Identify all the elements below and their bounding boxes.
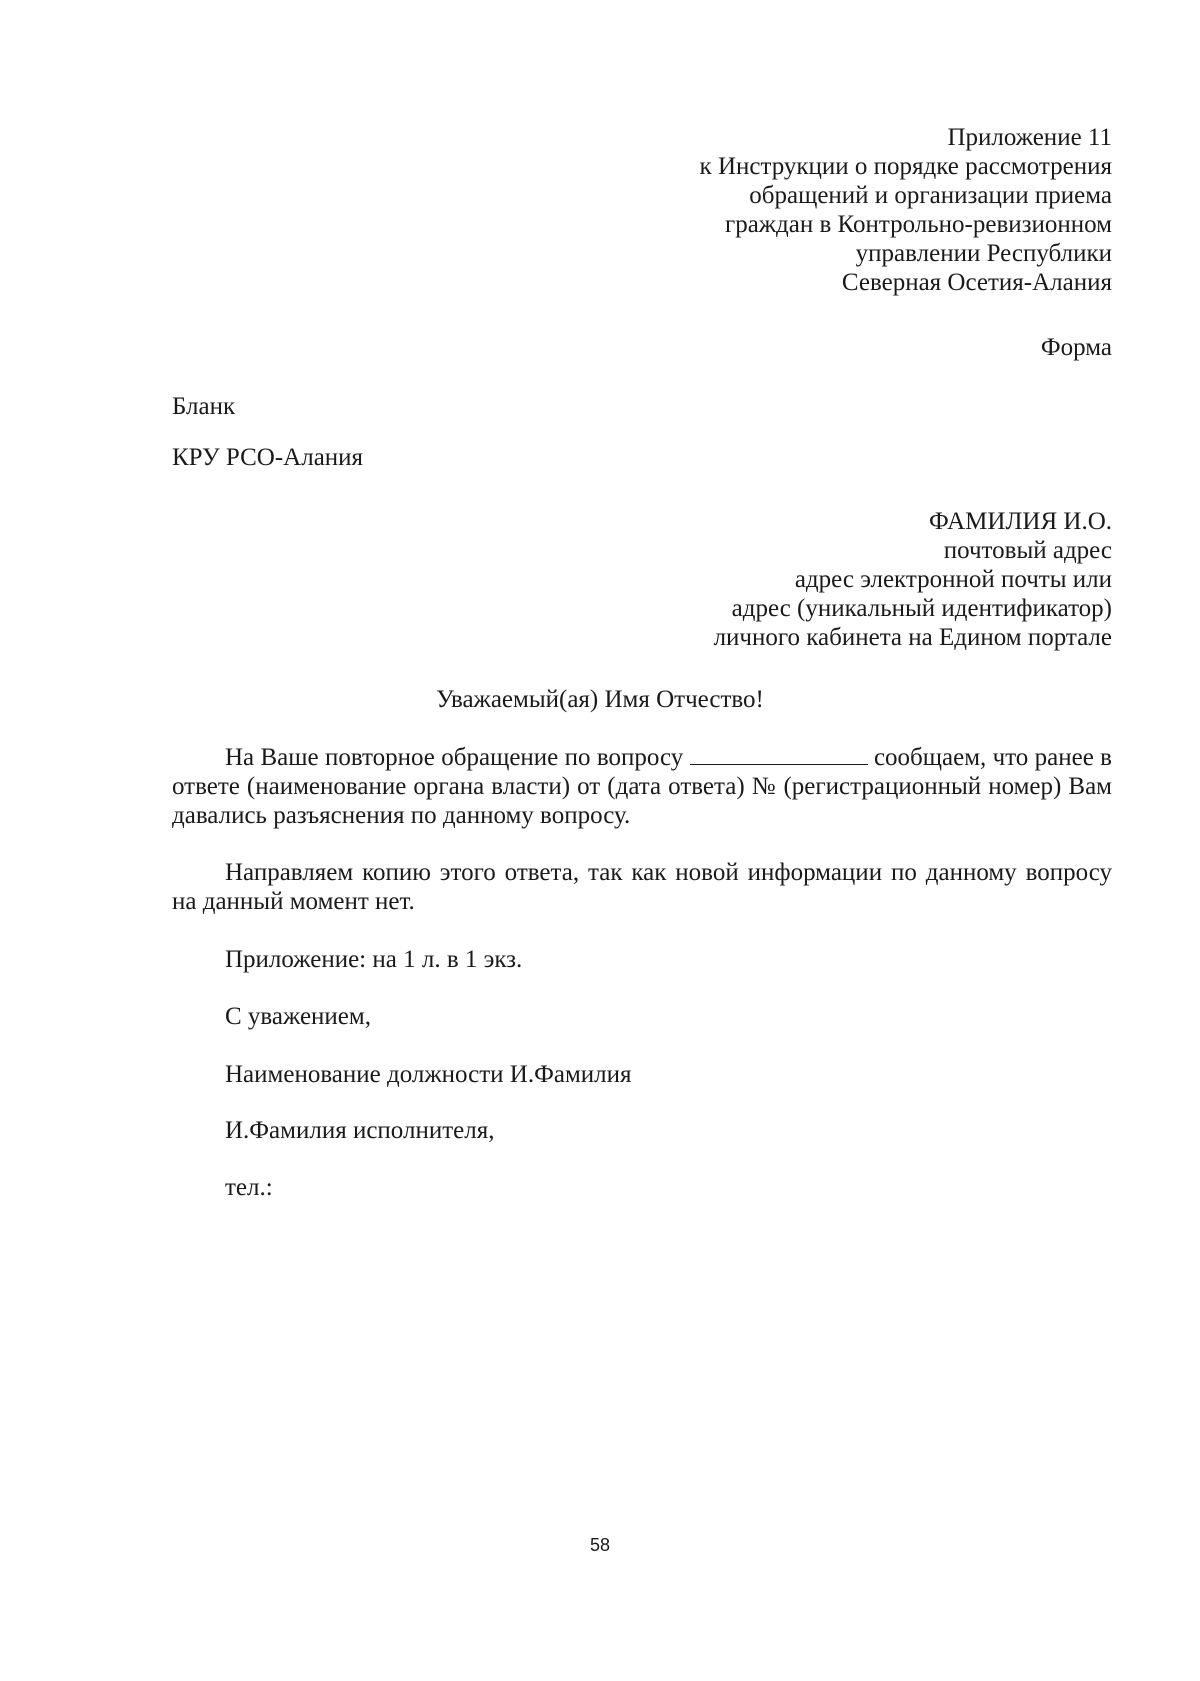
addressee-line: адрес (уникальный идентификатор) — [731, 595, 1112, 622]
appendix-line: обращений и организации приема — [749, 182, 1112, 209]
body-paragraph-1 — [172, 743, 1112, 830]
form-label: Форма — [1040, 334, 1112, 361]
body-paragraph-2: Направляем копию этого ответа, так как новой информации по данному вопросу на данный момент нет. — [172, 859, 1112, 915]
appendix-line: граждан в Контрольно-ревизионном — [724, 211, 1112, 238]
body-text: сообщаем, что ранее в ответе (наименование органа власти) от (дата ответа) № (регистрационный номер) Вам давались разъяснения по данному вопросу. — [172, 744, 1112, 829]
appendix-line: к Инструкции о порядке рассмотрения — [699, 153, 1112, 180]
addressee-line: ФАМИЛИЯ И.О. — [928, 508, 1112, 535]
addressee-line: личного кабинета на Едином портале — [713, 624, 1112, 651]
body-text: На Ваше повторное обращение по вопросу — [225, 744, 690, 771]
addressee-line: почтовый адрес — [943, 537, 1112, 564]
addressee-line: адрес электронной почты или — [794, 566, 1112, 593]
greeting: Уважаемый(ая) Имя Отчество! — [436, 686, 764, 713]
phone-line: тел.: — [225, 1174, 273, 1201]
addressee-block — [552, 507, 1112, 652]
appendix-line: Приложение 11 — [947, 124, 1112, 151]
fill-in-blank — [690, 744, 868, 765]
page-number: 58 — [589, 1535, 611, 1555]
appendix-line: управлении Республики — [855, 240, 1112, 267]
letterhead-blank: Бланк — [172, 393, 236, 420]
letterhead-org: КРУ РСО-Алания — [172, 444, 364, 471]
executor-line: И.Фамилия исполнителя, — [225, 1117, 495, 1144]
closing-line: С уважением, — [225, 1003, 371, 1030]
signature-line: Наименование должности И.Фамилия — [225, 1061, 632, 1088]
appendix-line: Северная Осетия-Алания — [841, 269, 1112, 296]
appendix-header — [552, 123, 1112, 297]
attachment-line: Приложение: на 1 л. в 1 экз. — [225, 946, 523, 973]
